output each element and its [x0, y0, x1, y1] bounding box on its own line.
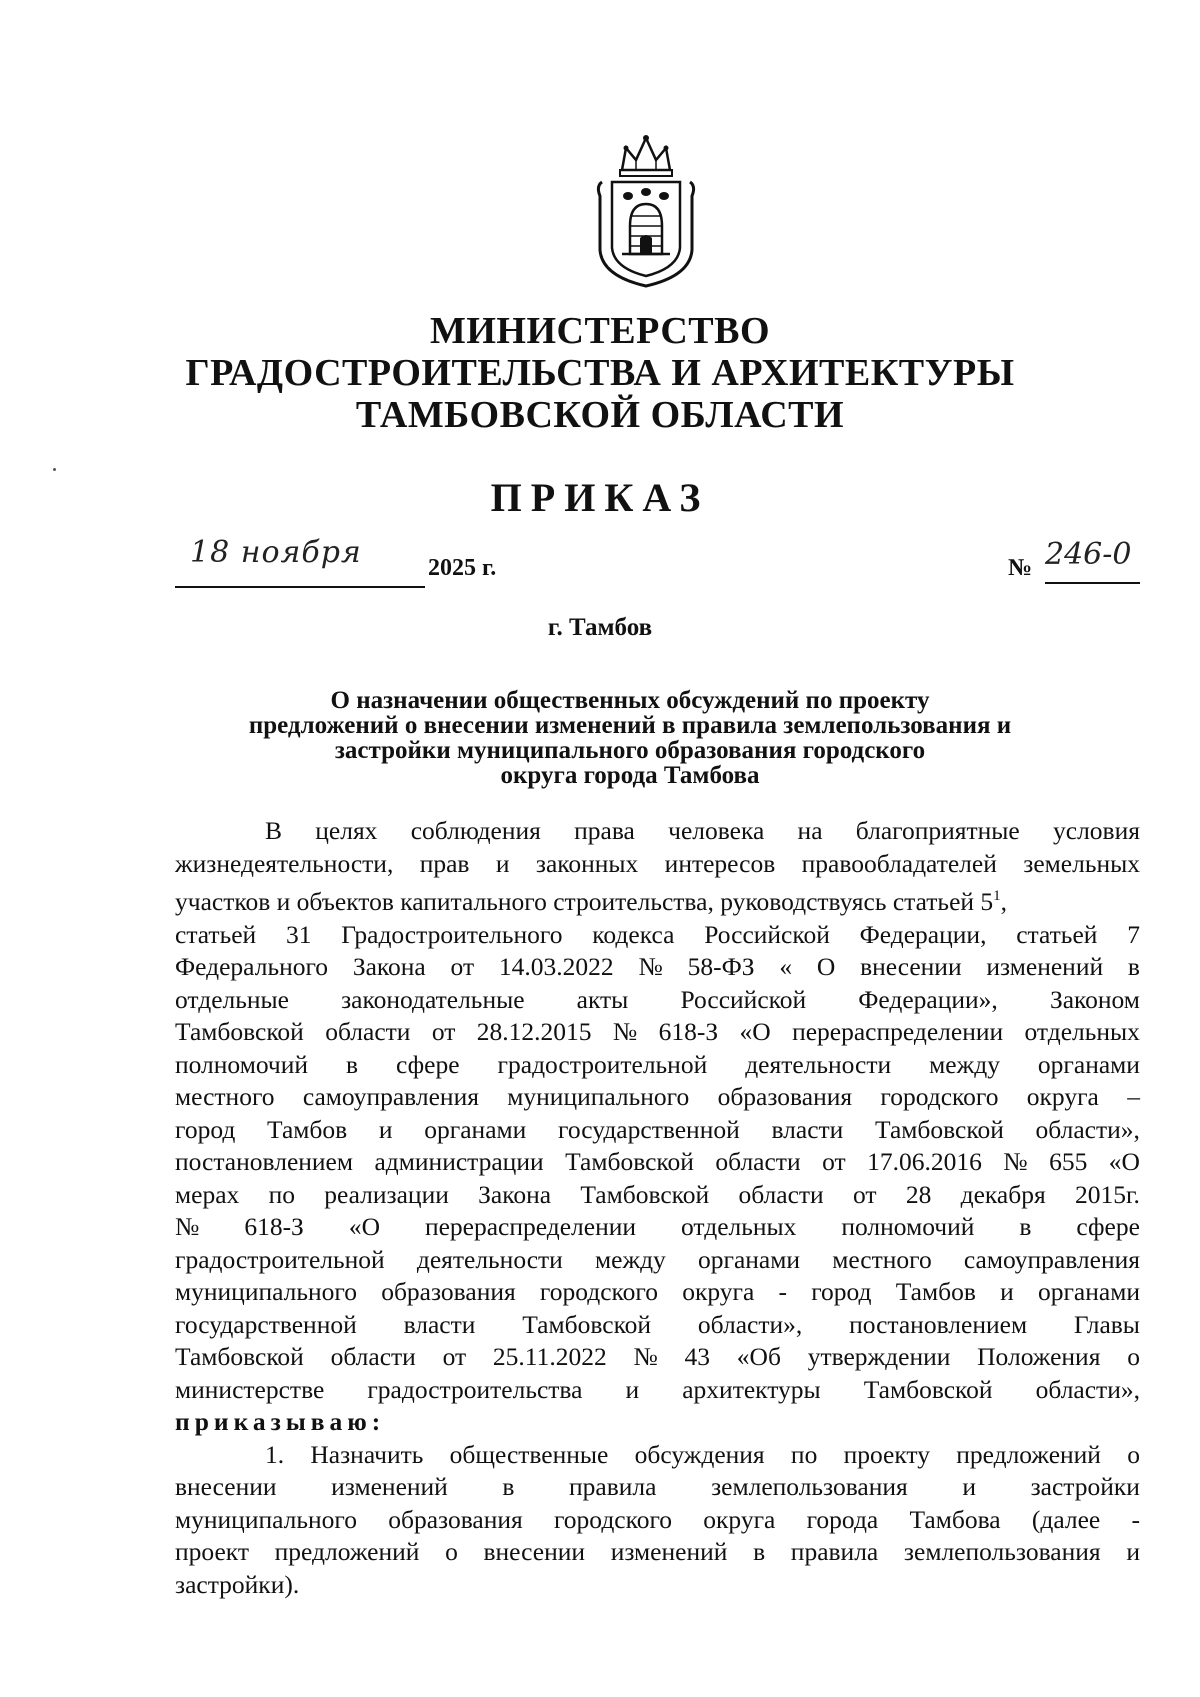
word: 58-ФЗ: [687, 952, 755, 981]
word: город: [175, 1114, 236, 1144]
word: органами: [697, 1244, 801, 1274]
word: акты: [576, 984, 629, 1014]
word: по: [268, 1179, 295, 1209]
word: 31: [285, 919, 312, 949]
word: местного: [832, 1244, 932, 1274]
word: 655: [1049, 1147, 1088, 1176]
word: «Об: [736, 1342, 781, 1371]
word: полномочий: [841, 1212, 975, 1241]
subject-line: О назначении общественных обсуждений по проекту: [330, 687, 930, 714]
word: и: [1126, 1537, 1140, 1566]
item-line: [175, 1439, 1140, 1472]
word: и: [378, 1114, 393, 1144]
body-line: [175, 951, 1140, 984]
body-line: [175, 1276, 1140, 1309]
item-line: [175, 1569, 1140, 1602]
word: Тамбова: [909, 1504, 1001, 1534]
word: округа: [682, 1277, 755, 1306]
word: 17.06.2016: [867, 1147, 982, 1176]
word: Тамбов: [267, 1114, 348, 1144]
word: внесении: [483, 1537, 586, 1566]
body-line: [175, 1309, 1140, 1342]
word: о: [1127, 1439, 1140, 1469]
word: земельных: [1023, 848, 1140, 878]
word: деятельности: [745, 1049, 892, 1079]
word: постановлением: [849, 1309, 1028, 1339]
word: области: [715, 1147, 801, 1176]
word: и: [495, 848, 510, 878]
word: общественные: [449, 1439, 609, 1469]
word: перераспределении: [792, 1017, 1004, 1046]
body-line: [175, 1081, 1140, 1114]
word: и: [1000, 1277, 1014, 1306]
word: округа: [703, 1504, 776, 1534]
word: архитектуры: [682, 1374, 821, 1404]
word: №: [633, 1342, 658, 1371]
item-line: [175, 1504, 1140, 1537]
word: №: [1003, 1147, 1028, 1176]
word: от: [822, 1147, 846, 1176]
word: обсуждения: [634, 1439, 765, 1469]
word: правообладателей: [801, 848, 997, 878]
word: декабря: [960, 1179, 1046, 1209]
word: от: [442, 1342, 467, 1371]
word: застройки: [1030, 1472, 1140, 1501]
body-line: [175, 815, 1140, 848]
handwritten-date: 18 ноября: [190, 535, 362, 570]
word: образования: [388, 1504, 523, 1534]
ministry-line: ТАМБОВСКОЙ ОБЛАСТИ: [355, 394, 845, 436]
order-word: приказываю:: [175, 1407, 386, 1436]
word: государственной: [558, 1114, 740, 1144]
word: №: [638, 952, 663, 981]
word: Закона: [478, 1179, 552, 1209]
word: органами: [424, 1114, 527, 1144]
body-line: [175, 984, 1140, 1017]
word: целях: [315, 816, 378, 845]
word: -: [1131, 1504, 1140, 1534]
word: градостроительной: [175, 1244, 385, 1274]
number-sign: №: [1008, 555, 1033, 581]
word: администрации: [374, 1147, 544, 1176]
word: от: [450, 952, 475, 981]
word: области»,: [1035, 1114, 1140, 1144]
subject-line: предложений о внесении изменений в правила землепользования и: [248, 712, 1012, 739]
order-subject: [190, 688, 1070, 788]
body-line: [175, 1341, 1140, 1374]
word: Тамбов: [895, 1277, 976, 1306]
word: прав: [419, 848, 470, 878]
body-line: [175, 1146, 1140, 1179]
word: соблюдения: [410, 816, 541, 845]
word: предложений: [274, 1537, 420, 1566]
word: человека: [668, 816, 765, 845]
word: проект: [175, 1537, 249, 1566]
word: сфере: [396, 1049, 460, 1079]
word: Тамбовской: [580, 1179, 710, 1209]
body-line: [175, 848, 1140, 881]
word: муниципального: [175, 1277, 357, 1306]
city: г. Тамбов: [547, 614, 653, 641]
ministry-name: [0, 310, 1200, 436]
word: №: [175, 1212, 200, 1241]
item-line: [175, 1471, 1140, 1504]
word: реализации: [324, 1179, 449, 1209]
word: органами: [1037, 1049, 1140, 1079]
word: государственной: [175, 1309, 357, 1339]
word: Тамбовской: [522, 1309, 652, 1339]
item-line: [175, 1536, 1140, 1569]
word: в: [502, 1472, 515, 1501]
superscript: 1: [993, 888, 1001, 904]
word: Главы: [1073, 1309, 1140, 1339]
word: округа: [1026, 1082, 1099, 1111]
word: Положения: [977, 1342, 1101, 1371]
word: города: [806, 1504, 879, 1534]
word: деятельности: [416, 1244, 563, 1274]
word: –: [1127, 1082, 1140, 1111]
word: и: [625, 1374, 640, 1404]
word: области: [325, 1017, 411, 1046]
word: власти: [771, 1114, 844, 1144]
word: Законом: [1049, 984, 1140, 1014]
word: сфере: [1076, 1212, 1140, 1241]
word: законодательные: [341, 984, 525, 1014]
word: «О: [739, 1017, 771, 1046]
order-title: ПРИКАЗ: [490, 475, 710, 520]
order-year: 2025 г.: [428, 555, 497, 581]
order-body: [175, 815, 1140, 1601]
word: -: [778, 1277, 787, 1306]
word: от: [431, 1017, 456, 1046]
word: градостроительства: [367, 1374, 583, 1404]
word: город: [811, 1277, 872, 1306]
body-line: [175, 1114, 1140, 1147]
word: 43: [684, 1342, 711, 1371]
word: по: [790, 1439, 818, 1469]
word: права: [574, 816, 635, 845]
line-text: участков и объектов капитального строительства, руководствуясь статьей 5: [175, 887, 994, 916]
word: между: [595, 1244, 666, 1274]
word: в: [1019, 1212, 1032, 1241]
word: органами: [1037, 1277, 1140, 1306]
word: статьей: [1016, 919, 1098, 949]
body-line: [175, 880, 1140, 919]
word: области»,: [697, 1309, 803, 1339]
body-line: [175, 1211, 1140, 1244]
coat-of-arms-emblem: [592, 130, 700, 290]
word: утверждении: [807, 1342, 951, 1371]
word: градостроительной: [497, 1049, 708, 1079]
line-suffix: ,: [1000, 887, 1008, 916]
word: №: [612, 1017, 638, 1046]
word: изменений: [986, 952, 1104, 981]
word: 25.11.2022: [492, 1342, 607, 1371]
word: 2015г.: [1074, 1179, 1140, 1209]
word: «О: [348, 1212, 380, 1241]
body-line: [175, 1179, 1140, 1212]
word: отдельных: [681, 1212, 797, 1241]
word: «: [779, 952, 793, 981]
word: предложений: [956, 1439, 1101, 1469]
word: изменений: [331, 1472, 448, 1501]
word: отдельных: [1024, 1017, 1140, 1046]
word: 28.12.2015: [476, 1017, 592, 1046]
word: самоуправления: [963, 1244, 1140, 1274]
word: на: [797, 816, 823, 845]
body-line: [175, 1374, 1140, 1407]
word: Градостроительного: [341, 919, 563, 949]
word: 1.: [265, 1439, 285, 1469]
word: О: [816, 952, 836, 981]
word: муниципального: [507, 1082, 690, 1111]
word: проекту: [843, 1439, 930, 1469]
word: местного: [175, 1082, 275, 1111]
word: области: [738, 1179, 824, 1209]
word: В: [265, 816, 283, 845]
word: городского: [880, 1082, 999, 1111]
word: Федерации,: [859, 919, 987, 949]
order-word-line: [175, 1406, 1140, 1439]
word: области»,: [1035, 1374, 1140, 1404]
word: правила: [790, 1537, 879, 1566]
word: отдельные: [175, 984, 289, 1014]
word: законных: [535, 848, 639, 878]
word: постановлением: [175, 1147, 354, 1176]
word: между: [929, 1049, 1000, 1079]
word: Федерации»,: [858, 984, 998, 1014]
word: 28: [905, 1179, 932, 1209]
word: Тамбовской: [175, 1017, 304, 1046]
word: Тамбовской: [175, 1342, 304, 1371]
ministry-line: ГРАДОСТРОИТЕЛЬСТВА И АРХИТЕКТУРЫ: [185, 352, 1015, 394]
word: Федерального: [175, 952, 329, 981]
word: полномочий: [175, 1049, 309, 1079]
word: области: [330, 1342, 416, 1371]
word: министерстве: [175, 1374, 325, 1404]
word: власти: [403, 1309, 476, 1339]
word: (далее: [1031, 1504, 1101, 1534]
word: условия: [1053, 816, 1140, 845]
word: Российской: [704, 919, 830, 949]
scan-speck: [53, 468, 56, 471]
word: внесении: [175, 1472, 277, 1501]
word: городского: [553, 1504, 673, 1534]
word: образования: [717, 1082, 853, 1111]
word: кодекса: [592, 919, 675, 949]
subject-line: округа города Тамбова: [500, 762, 760, 789]
handwritten-order-number: 246-0: [1045, 537, 1132, 572]
body-line: [175, 919, 1140, 952]
word: в: [1127, 952, 1140, 981]
word: городского: [539, 1277, 658, 1306]
subject-line: застройки муниципального образования городского: [334, 737, 926, 764]
word: и: [962, 1472, 977, 1501]
word: в: [346, 1049, 359, 1079]
word: интересов: [664, 848, 776, 878]
word: от: [852, 1179, 877, 1209]
word: Закона: [352, 952, 426, 981]
word: Тамбовской: [565, 1147, 694, 1176]
word: землепользования: [903, 1537, 1101, 1566]
word: 7: [1127, 919, 1140, 949]
body-line: [175, 1016, 1140, 1049]
word: землепользования: [711, 1472, 908, 1501]
word: о: [445, 1537, 458, 1566]
word: о: [1127, 1342, 1140, 1371]
word: мерах: [175, 1179, 240, 1209]
word: в: [753, 1537, 766, 1566]
word: 618-З: [658, 1017, 719, 1046]
word: Тамбовской: [875, 1114, 1004, 1144]
word: Назначить: [310, 1439, 424, 1469]
line-text: застройки).: [175, 1569, 300, 1599]
word: 14.03.2022: [498, 952, 614, 981]
word: жизнедеятельности,: [175, 848, 394, 878]
word: изменений: [610, 1537, 728, 1566]
word: статьей: [175, 919, 257, 949]
body-line: [175, 1049, 1140, 1082]
word: муниципального: [175, 1504, 357, 1534]
ministry-line: МИНИСТЕРСТВО: [429, 310, 771, 352]
word: Тамбовской: [863, 1374, 993, 1404]
word: «О: [1108, 1147, 1140, 1176]
word: 618-З: [244, 1212, 304, 1241]
body-line: [175, 1244, 1140, 1277]
word: внесении: [860, 952, 962, 981]
word: благоприятные: [855, 816, 1020, 845]
word: Российской: [680, 984, 807, 1014]
word: перераспределении: [424, 1212, 637, 1241]
word: правила: [569, 1472, 657, 1501]
word: образования: [381, 1277, 516, 1306]
word: самоуправления: [302, 1082, 479, 1111]
line-text-with-superscript: [175, 880, 1007, 919]
